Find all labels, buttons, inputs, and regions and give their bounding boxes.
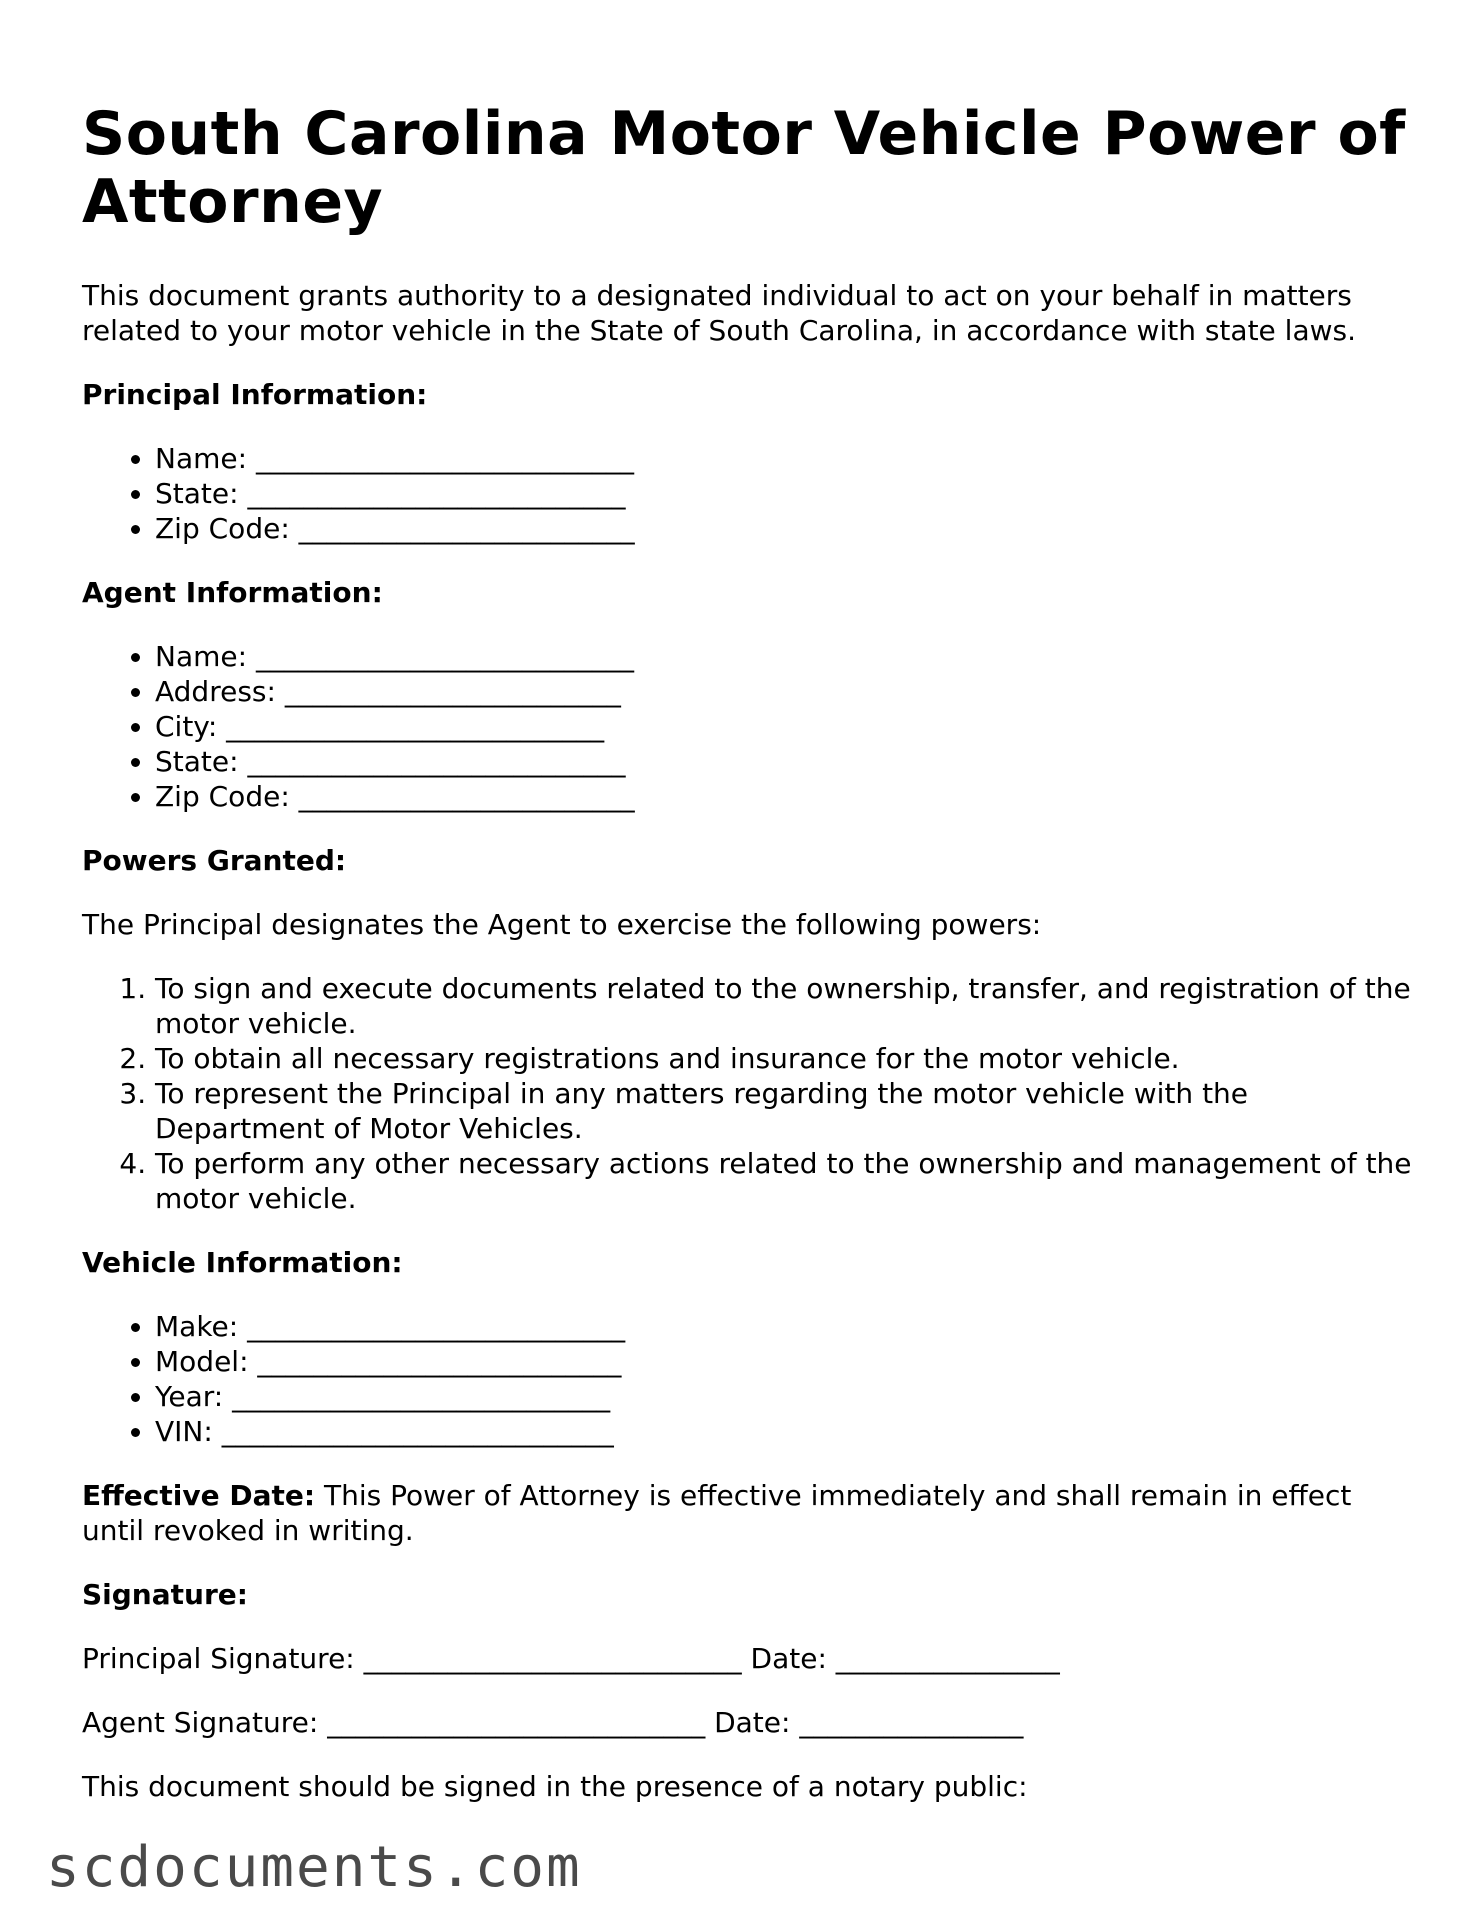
vehicle-model-field: • Model: __________________________ bbox=[155, 1344, 1412, 1379]
agent-address-field: • Address: ________________________ bbox=[155, 674, 1412, 709]
watermark: scdocuments.com bbox=[46, 1835, 582, 1900]
document-title: South Carolina Motor Vehicle Power of Attorney bbox=[82, 99, 1406, 237]
powers-heading: Powers Granted: bbox=[82, 844, 347, 877]
power-item: 2. To obtain all necessary registrations and insurance for the motor vehicle. bbox=[155, 1041, 1412, 1076]
effective-date-text: This Power of Attorney is effective immediately and shall remain in effect until revoked in writing. bbox=[82, 1479, 1352, 1547]
notary-note: This document should be signed in the presence of a notary public: bbox=[82, 1770, 1028, 1803]
principal-signature-line: Principal Signature: ___________________________ Date: ________________ bbox=[82, 1642, 1060, 1675]
principal-zip-field: • Zip Code: ________________________ bbox=[155, 511, 1412, 546]
power-item: 4. To perform any other necessary actions related to the ownership and management of the motor vehicle. bbox=[155, 1146, 1412, 1216]
vehicle-year-field: • Year: ___________________________ bbox=[155, 1379, 1412, 1414]
agent-name-field: • Name: ___________________________ bbox=[155, 639, 1412, 674]
vehicle-heading: Vehicle Information: bbox=[82, 1246, 403, 1279]
agent-state-field: • State: ___________________________ bbox=[155, 744, 1412, 779]
effective-date-label: Effective Date: bbox=[82, 1479, 316, 1512]
vehicle-make-field: • Make: ___________________________ bbox=[155, 1309, 1412, 1344]
powers-intro: The Principal designates the Agent to exercise the following powers: bbox=[82, 908, 1042, 941]
document-page bbox=[82, 100, 1412, 1833]
agent-heading: Agent Information: bbox=[82, 576, 383, 609]
agent-zip-field: • Zip Code: ________________________ bbox=[155, 779, 1412, 814]
powers-list bbox=[82, 971, 1412, 1216]
agent-signature-line: Agent Signature: ___________________________ Date: ________________ bbox=[82, 1706, 1024, 1739]
vehicle-fields bbox=[82, 1309, 1412, 1449]
principal-name-field: • Name: ___________________________ bbox=[155, 441, 1412, 476]
principal-heading: Principal Information: bbox=[82, 378, 428, 411]
principal-fields bbox=[82, 441, 1412, 546]
signature-heading: Signature: bbox=[82, 1578, 248, 1611]
vehicle-vin-field: • VIN: ____________________________ bbox=[155, 1414, 1412, 1449]
agent-city-field: • City: ___________________________ bbox=[155, 709, 1412, 744]
principal-state-field: • State: ___________________________ bbox=[155, 476, 1412, 511]
agent-fields bbox=[82, 639, 1412, 814]
power-item: 1. To sign and execute documents related to the ownership, transfer, and registration of the motor vehicle. bbox=[155, 971, 1412, 1041]
intro-paragraph: This document grants authority to a designated individual to act on your behalf in matters related to your motor vehicle in the State of South Carolina, in accordance with state laws. bbox=[82, 279, 1356, 347]
effective-date-paragraph bbox=[82, 1478, 1412, 1548]
power-item: 3. To represent the Principal in any matters regarding the motor vehicle with the Department of Motor Vehicles. bbox=[155, 1076, 1412, 1146]
